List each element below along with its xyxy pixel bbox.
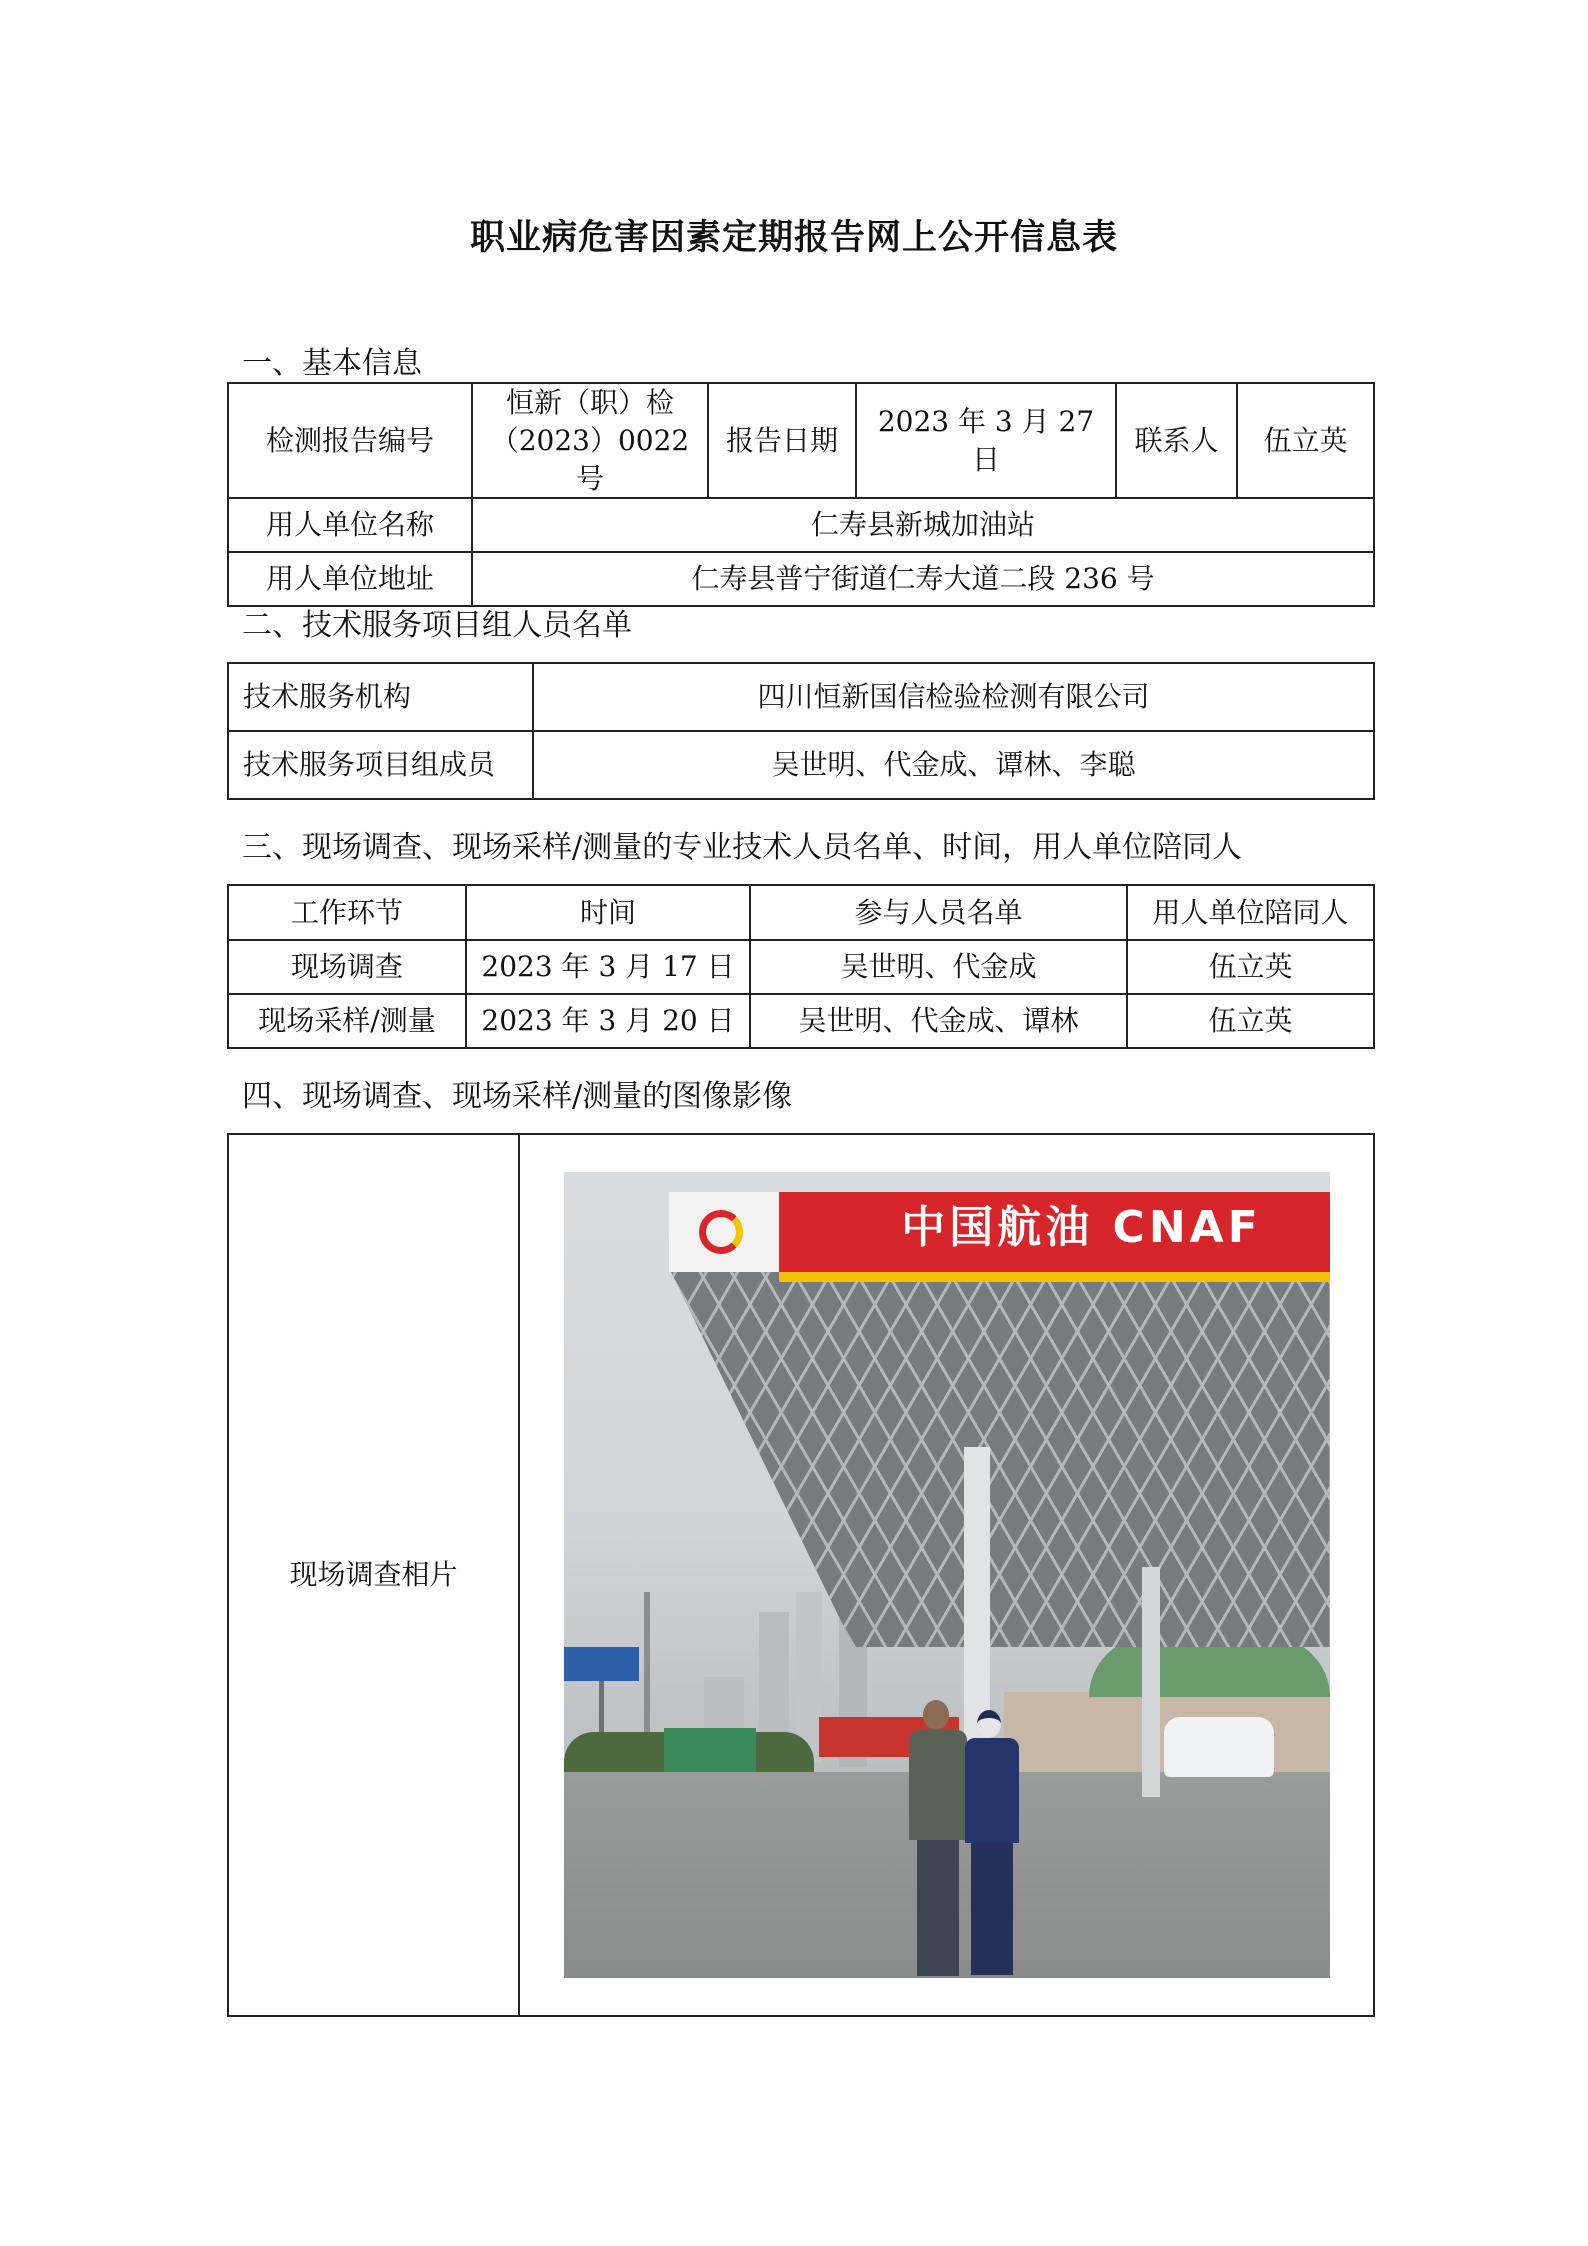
cnaf-logo-icon xyxy=(699,1210,743,1254)
pillar xyxy=(1142,1567,1160,1797)
header-time: 时间 xyxy=(466,885,750,940)
table-row xyxy=(228,994,1374,1048)
unit-address-label: 用人单位地址 xyxy=(228,552,472,606)
image-label: 现场调查相片 xyxy=(228,1134,519,2016)
person-legs xyxy=(971,1843,1013,1975)
table-row xyxy=(228,731,1374,799)
station-sign: 中国航油 CNAF xyxy=(779,1192,1330,1272)
cell-participants: 吴世明、代金成、谭林 xyxy=(750,994,1127,1048)
table-row xyxy=(228,552,1374,606)
cell-participants: 吴世明、代金成 xyxy=(750,940,1127,994)
person-head xyxy=(977,1710,1001,1738)
section-heading-field-staff: 三、现场调查、现场采样/测量的专业技术人员名单、时间，用人单位陪同人 xyxy=(242,830,1243,865)
unit-address-value: 仁寿县普宁街道仁寿大道二段 236 号 xyxy=(472,552,1374,606)
section-heading-images: 四、现场调查、现场采样/测量的图像影像 xyxy=(242,1079,793,1114)
tech-members-value: 吴世明、代金成、谭林、李聪 xyxy=(533,731,1374,799)
tech-members-label: 技术服务项目组成员 xyxy=(228,731,533,799)
unit-name-label: 用人单位名称 xyxy=(228,498,472,552)
person-body xyxy=(965,1738,1019,1843)
header-work-stage: 工作环节 xyxy=(228,885,466,940)
person-head xyxy=(923,1700,949,1730)
tech-org-label: 技术服务机构 xyxy=(228,663,533,731)
person-body xyxy=(909,1730,967,1840)
car xyxy=(1164,1717,1274,1777)
sign-stripe xyxy=(779,1272,1330,1282)
tech-org-value: 四川恒新国信检验检测有限公司 xyxy=(533,663,1374,731)
table-row xyxy=(228,940,1374,994)
contact-value: 伍立英 xyxy=(1237,383,1374,498)
report-no-value xyxy=(472,383,708,498)
images-table xyxy=(227,1133,1375,2017)
billboard xyxy=(564,1647,639,1681)
contact-label: 联系人 xyxy=(1116,383,1237,498)
cell-escort: 伍立英 xyxy=(1127,994,1374,1048)
cell-escort: 伍立英 xyxy=(1127,940,1374,994)
tech-team-table xyxy=(227,662,1375,800)
canopy-truss xyxy=(669,1267,1330,1647)
header-escort: 用人单位陪同人 xyxy=(1127,885,1374,940)
report-no-line1: 恒新（职）检 xyxy=(505,386,674,419)
page-title: 职业病危害因素定期报告网上公开信息表 xyxy=(469,218,1118,258)
report-date-value: 2023 年 3 月 27 日 xyxy=(856,383,1116,498)
table-row xyxy=(228,383,1374,498)
table-header-row xyxy=(228,885,1374,940)
cell-time: 2023 年 3 月 17 日 xyxy=(466,940,750,994)
container xyxy=(664,1728,756,1776)
report-date-label: 报告日期 xyxy=(708,383,856,498)
table-row xyxy=(228,498,1374,552)
cell-stage: 现场调查 xyxy=(228,940,466,994)
site-photo xyxy=(564,1172,1330,1978)
report-no-line2: （2023）0022 号 xyxy=(490,423,690,495)
cell-time: 2023 年 3 月 20 日 xyxy=(466,994,750,1048)
table-row xyxy=(228,663,1374,731)
cell-stage: 现场采样/测量 xyxy=(228,994,466,1048)
section-heading-basic-info: 一、基本信息 xyxy=(242,346,422,381)
report-no-label: 检测报告编号 xyxy=(228,383,472,498)
field-staff-table xyxy=(227,884,1375,1049)
person-legs xyxy=(917,1840,959,1976)
header-participants: 参与人员名单 xyxy=(750,885,1127,940)
section-heading-tech-team: 二、技术服务项目组人员名单 xyxy=(242,608,632,643)
basic-info-table xyxy=(227,382,1375,607)
image-cell xyxy=(519,1134,1374,2016)
unit-name-value: 仁寿县新城加油站 xyxy=(472,498,1374,552)
table-row xyxy=(228,1134,1374,2016)
